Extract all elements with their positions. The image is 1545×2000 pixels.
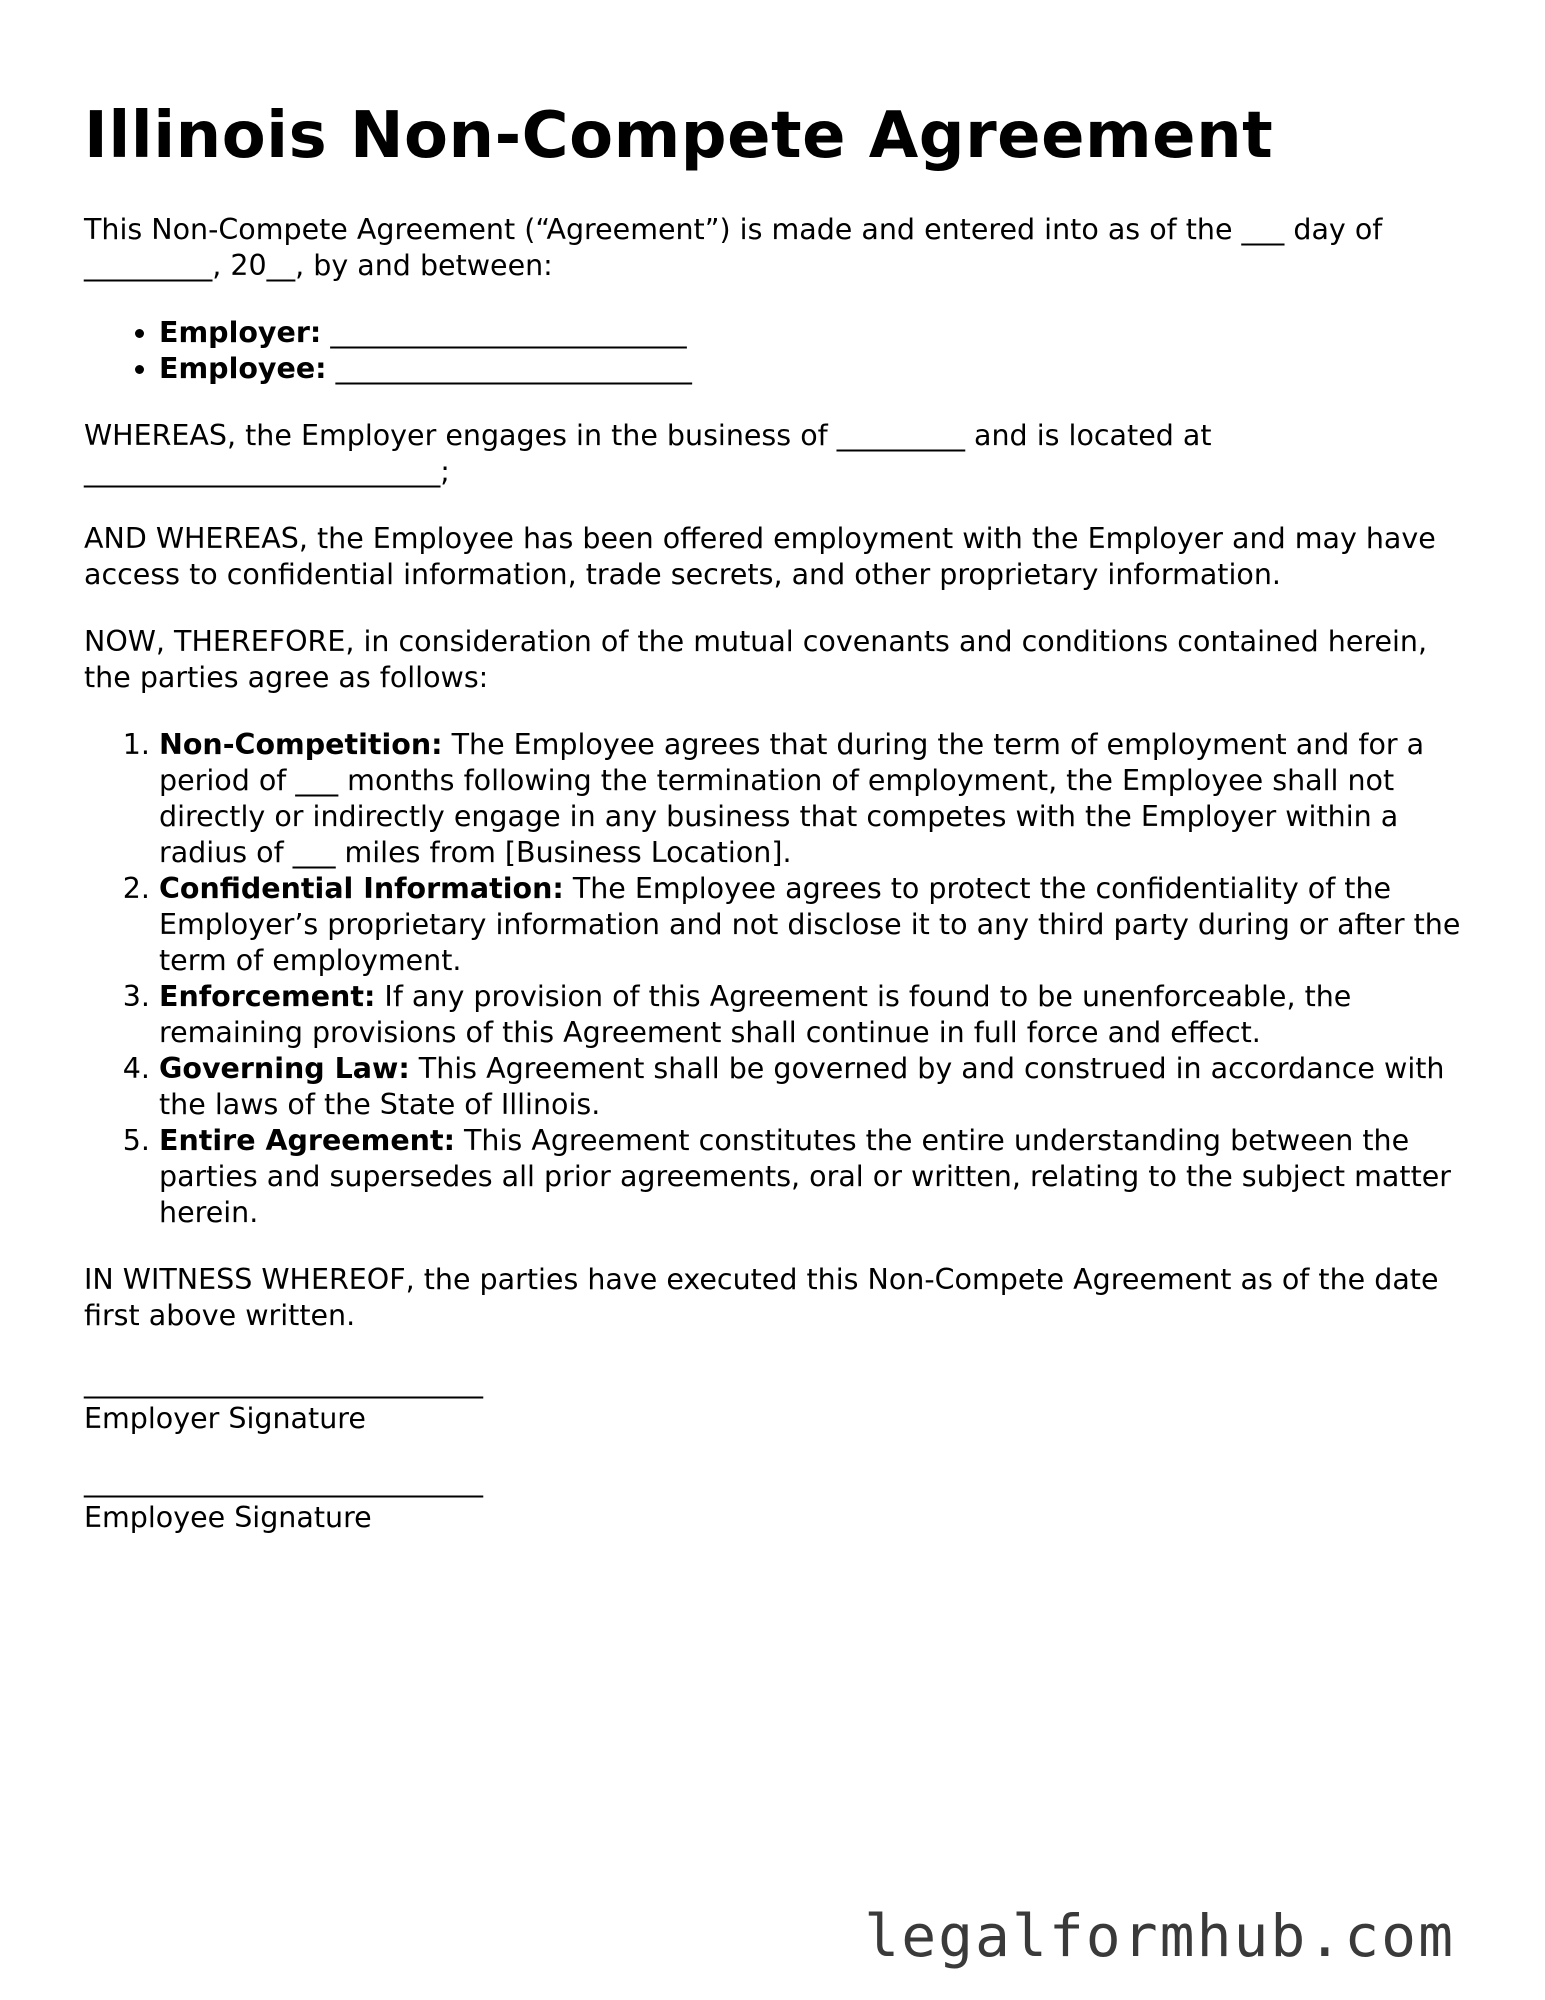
intro-paragraph: This Non-Compete Agreement (“Agreement”) is made and entered into as of the ___ day of _________, 20__, by and between:: [84, 212, 1383, 282]
term-heading: Confidential Information:: [159, 871, 564, 905]
term-item: [159, 1051, 1464, 1123]
employee-signature-block: [84, 1464, 1464, 1536]
site-watermark: legalformhub.com: [864, 1902, 1455, 1970]
terms-list: [84, 727, 1464, 1231]
term-heading: Entire Agreement:: [159, 1123, 455, 1157]
party-blank: _________________________: [326, 351, 692, 385]
employer-signature-block: [84, 1365, 1464, 1437]
signature-label: Employee Signature: [84, 1500, 372, 1534]
term-text: If any provision of this Agreement is found to be unenforceable, the remaining provisions of this Agreement shall continue in full force and effect.: [159, 979, 1352, 1049]
whereas-paragraph: WHEREAS, the Employer engages in the business of _________ and is located at _________________________;: [84, 418, 1212, 488]
term-heading: Enforcement:: [159, 979, 376, 1013]
term-item: [159, 1123, 1464, 1231]
term-heading: Governing Law:: [159, 1051, 410, 1085]
term-heading: Non-Competition:: [159, 727, 443, 761]
signature-label: Employer Signature: [84, 1401, 366, 1435]
party-employee: [159, 351, 1464, 387]
and-whereas-paragraph: AND WHEREAS, the Employee has been offered employment with the Employer and may have access to confidential information, trade secrets, and other proprietary information.: [84, 521, 1436, 591]
document-page: [84, 100, 1464, 1563]
signature-line: ____________________________: [84, 1365, 483, 1399]
document-title: Illinois Non-Compete Agreement: [84, 99, 1274, 173]
term-text: This Agreement shall be governed by and construed in accordance with the laws of the State of Illinois.: [159, 1051, 1445, 1121]
signature-line: ____________________________: [84, 1464, 483, 1498]
now-therefore-paragraph: NOW, THEREFORE, in consideration of the mutual covenants and conditions contained herein, the parties agree as follows:: [84, 624, 1428, 694]
term-item: [159, 871, 1464, 979]
party-label: Employee:: [159, 351, 327, 385]
term-text: The Employee agrees that during the term of employment and for a period of ___ months following the termination of employment, the Employee shall not directly or indirectly engage in any business that competes with the Employer within a radius of ___ miles from [Business Location].: [159, 727, 1425, 869]
witness-paragraph: IN WITNESS WHEREOF, the parties have executed this Non-Compete Agreement as of the date first above written.: [84, 1262, 1439, 1332]
party-employer: [159, 315, 1464, 351]
term-text: The Employee agrees to protect the confidentiality of the Employer’s proprietary information and not disclose it to any third party during or after the term of employment.: [159, 871, 1461, 977]
term-item: [159, 979, 1464, 1051]
parties-list: [84, 315, 1464, 387]
party-label: Employer:: [159, 315, 322, 349]
term-item: [159, 727, 1464, 871]
term-text: This Agreement constitutes the entire understanding between the parties and supersedes all prior agreements, oral or written, relating to the subject matter herein.: [159, 1123, 1451, 1229]
party-blank: _________________________: [321, 315, 687, 349]
